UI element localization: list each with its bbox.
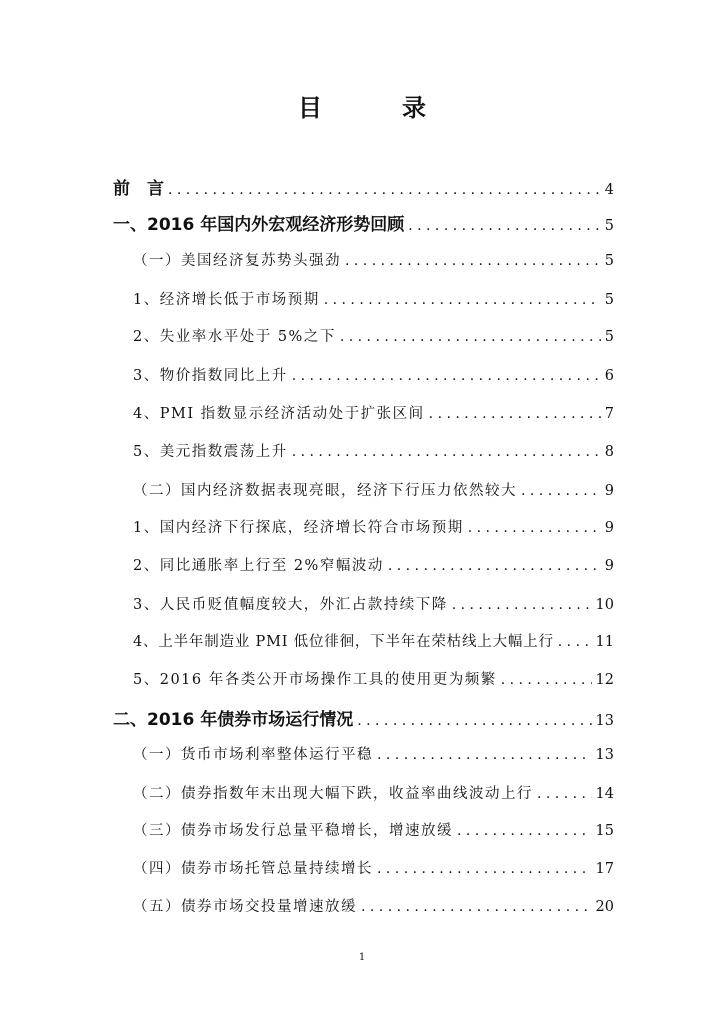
toc-leader-dots (457, 823, 592, 839)
toc-entry-page: 10 (595, 597, 614, 613)
toc-leader-dots (377, 747, 592, 763)
toc-entry-text: （四）债券市场托管总量持续增长 (133, 861, 373, 877)
toc-entry-text: 1、国内经济下行探底，经济增长符合市场预期 (133, 520, 464, 536)
toc-entry-page: 5 (604, 329, 614, 345)
toc-entry-text: 一、2016 年国内外宏观经济形势回顾 (113, 215, 405, 235)
toc-entry-item[interactable] (133, 364, 614, 385)
toc-entry-text: （一）美国经济复苏势头强劲 (133, 253, 341, 269)
toc-leader-dots (468, 520, 601, 536)
toc-entry-item[interactable] (133, 440, 614, 461)
toc-entry-page: 5 (604, 292, 614, 308)
toc-entry-item[interactable] (133, 288, 614, 309)
toc-entry-page: 9 (604, 520, 614, 536)
toc-leader-dots (377, 861, 592, 877)
toc-entry-item[interactable] (133, 325, 614, 346)
toc-leader-dots (324, 292, 601, 308)
toc-entry-text: 3、物价指数同比上升 (133, 368, 288, 384)
toc-entry-page: 8 (604, 444, 614, 460)
toc-entry-item[interactable] (133, 668, 614, 689)
toc-entry-item[interactable] (133, 630, 614, 651)
toc-entry-text: 4、上半年制造业 PMI 低位徘徊，下半年在荣枯线上大幅上行 (133, 634, 554, 650)
toc-entry-text: （五）债券市场交投量增速放缓 (133, 899, 357, 915)
toc-entry-page: 14 (595, 786, 614, 802)
toc-entry-page: 7 (604, 406, 614, 422)
toc-leader-dots (292, 444, 601, 460)
toc-entry-page: 13 (595, 747, 614, 763)
toc-entry-page: 6 (604, 368, 614, 384)
toc-entry-item[interactable] (133, 516, 614, 537)
toc-entry-text: （三）债券市场发行总量平稳增长，增速放缓 (133, 823, 453, 839)
toc-entry-text: （二）债券指数年末出现大幅下跌，收益率曲线波动上行 (133, 786, 533, 802)
toc-entry-page: 12 (595, 672, 614, 688)
toc-leader-dots (340, 329, 601, 345)
toc-entry-text: 5、2016 年各类公开市场操作工具的使用更为频繁 (133, 672, 497, 688)
toc-entry-page: 15 (595, 823, 614, 839)
toc-leader-dots (452, 597, 592, 613)
toc-entry-page: 11 (595, 634, 614, 650)
toc-entry-page: 5 (604, 253, 614, 269)
toc-leader-dots (357, 713, 591, 729)
toc-entry-page: 9 (604, 558, 614, 574)
toc-entry-subsection[interactable] (133, 819, 614, 840)
toc-entry-subsection[interactable] (133, 895, 614, 916)
toc-leader-dots (292, 368, 601, 384)
toc-leader-dots (345, 253, 601, 269)
toc-entry-section-1[interactable] (113, 210, 614, 235)
toc-entry-item[interactable] (133, 593, 614, 614)
toc-entry-preface[interactable] (113, 174, 614, 199)
toc-entry-text: 2、同比通胀率上行至 2%窄幅波动 (133, 558, 384, 574)
toc-entry-page: 4 (604, 182, 614, 198)
toc-leader-dots (388, 558, 601, 574)
toc-entry-item[interactable] (133, 402, 614, 423)
toc-entry-section-2[interactable] (113, 705, 614, 730)
toc-entry-subsection[interactable] (133, 782, 614, 803)
toc-entry-text: 1、经济增长低于市场预期 (133, 292, 320, 308)
toc-leader-dots (558, 634, 592, 650)
toc-entry-text: 2、失业率水平处于 5%之下 (133, 329, 336, 345)
toc-entry-text: 4、PMI 指数显示经济活动处于扩张区间 (133, 406, 425, 422)
toc-entry-page: 9 (604, 483, 614, 499)
page-number: 1 (358, 952, 366, 963)
toc-leader-dots (361, 899, 592, 915)
toc-leader-dots (168, 182, 601, 198)
toc-entry-text: （一）货币市场利率整体运行平稳 (133, 747, 373, 763)
toc-entry-item[interactable] (133, 554, 614, 575)
toc-entry-subsection[interactable] (133, 249, 614, 270)
toc-title: 目 录 (298, 94, 454, 122)
toc-entry-subsection[interactable] (133, 479, 614, 500)
toc-leader-dots (537, 786, 592, 802)
toc-entry-page: 17 (595, 861, 614, 877)
toc-entry-text: 前 言 (113, 179, 164, 199)
toc-entry-page: 5 (604, 218, 614, 234)
toc-entry-page: 13 (595, 713, 614, 729)
toc-leader-dots (521, 483, 601, 499)
toc-entry-subsection[interactable] (133, 857, 614, 878)
toc-entry-text: 5、美元指数震荡上升 (133, 444, 288, 460)
toc-entry-subsection[interactable] (133, 743, 614, 764)
toc-entry-text: 二、2016 年债券市场运行情况 (113, 710, 354, 730)
toc-entry-text: （二）国内经济数据表现亮眼，经济下行压力依然较大 (133, 483, 517, 499)
toc-leader-dots (408, 218, 601, 234)
toc-leader-dots (501, 672, 592, 688)
toc-entry-text: 3、人民币贬值幅度较大，外汇占款持续下降 (133, 597, 448, 613)
toc-leader-dots (429, 406, 601, 422)
toc-entry-page: 20 (595, 899, 614, 915)
